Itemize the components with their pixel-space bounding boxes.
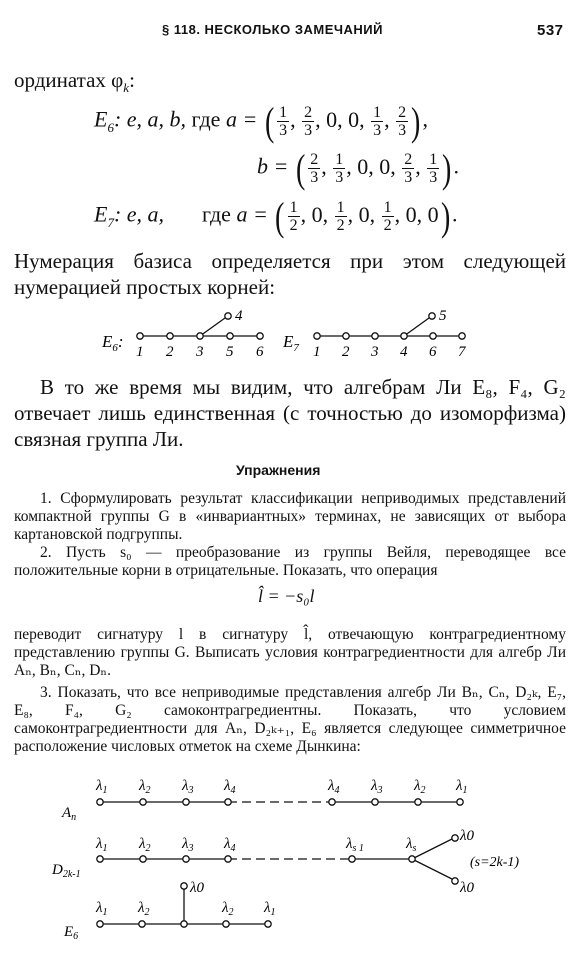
e6b-top-label: λ0: [190, 880, 204, 896]
e6-node: [227, 333, 233, 339]
an-node: [329, 799, 335, 805]
vector-entry: 0: [379, 153, 391, 179]
d-end-label-top: λ0: [460, 828, 474, 844]
intro-line: ординатах $\varphi_k$:: [14, 68, 135, 96]
d-node-label: $\lambda_2$: [139, 836, 151, 854]
e7-branch-node: [429, 313, 435, 319]
an-label: $A_n$: [62, 805, 77, 823]
d-node-label: $\lambda_1$: [96, 836, 108, 854]
exercises-title: Упражнения: [236, 462, 321, 478]
e6b-node: [97, 921, 103, 927]
d-node: [409, 856, 415, 862]
an-node: [457, 799, 463, 805]
an-node: [415, 799, 421, 805]
e7-node: [314, 333, 320, 339]
paragraph-numbering: Нумерация базиса определяется при этом следующей нумерацией простых корней:: [14, 249, 566, 299]
paragraph-lie-groups: В то же время мы видим, что алгебрам Ли E₈, F₄, G₂ отвечает лишь единственная (с точностью до изоморфизма) связная группа Ли.: [14, 375, 566, 451]
e6-node: [137, 333, 143, 339]
e7-node-label: 6: [429, 344, 437, 360]
e6b-node-label: $\lambda_1$: [264, 900, 276, 918]
e7-node: [430, 333, 436, 339]
exercise-2-part-1: 2. Пусть s₀ — преобразование из группы Вейля, переводящее все положительные корни в отрицательные. Показать, что операция: [14, 544, 566, 579]
vector-entry: 0: [427, 201, 439, 227]
vector-entry: 0: [348, 106, 360, 132]
dynkin-diagrams-symmetric: [0, 774, 580, 963]
fraction: $\frac{1}{3}$: [429, 151, 438, 186]
e7-node-label: 1: [313, 344, 321, 360]
exercise-2-part-2: переводит сигнатуру l в сигнатуру l̂, отвечающую контрагредиентному представлению группы G. Выписать условия контрагредиентности для алгебр Ли Aₙ, Bₙ, Cₙ, Dₙ.: [14, 626, 566, 679]
e6b-node-label: $\lambda_2$: [222, 900, 234, 918]
e6b-top-node: [181, 883, 187, 889]
formula-e7-a: $E_7$: e, a, где a = ( $\frac{1}{2}$ , 0, $\frac{1}{2}$ , 0, $\frac{1}{2}$ , 0, 0).: [94, 194, 458, 239]
e6-label: $E_6$:: [102, 332, 124, 354]
fraction: $\frac{1}{2}$: [383, 199, 392, 234]
d-node: [183, 856, 189, 862]
d-end-node-bottom: [452, 878, 458, 884]
e6b-node-label: $\lambda_1$: [96, 900, 108, 918]
an-node-label: $\lambda_3$: [371, 778, 383, 796]
dynkin-diagrams-e6-e7: [90, 304, 510, 366]
e7-node-label: 4: [400, 344, 408, 360]
fraction: $\frac{1}{2}$: [289, 199, 298, 234]
e7-node: [401, 333, 407, 339]
e7-node-label: 2: [342, 344, 350, 360]
d-label: $D_{2k-1}$: [52, 862, 81, 880]
e6-branch-node: [225, 313, 231, 319]
e7-node-label: 7: [458, 344, 466, 360]
an-node: [183, 799, 189, 805]
exercise-1: 1. Сформулировать результат классификации неприводимых представлений компактной группы G в «инвариантных» терминах, не зависящих от выбора картановской подгруппы.: [14, 490, 566, 543]
running-header: § 118. НЕСКОЛЬКО ЗАМЕЧАНИЙ: [162, 22, 383, 37]
d-end-node-top: [452, 835, 458, 841]
e6-node-label: 5: [226, 344, 234, 360]
e6b-label: $E_6$: [64, 924, 79, 942]
fraction: $\frac{1}{3}$: [279, 104, 288, 139]
e7-node: [459, 333, 465, 339]
an-node-label: $\lambda_4$: [328, 778, 340, 796]
an-node-label: $\lambda_4$: [224, 778, 236, 796]
e7-label: $E_7$: [283, 332, 299, 354]
an-node: [140, 799, 146, 805]
e6b-node: [181, 921, 187, 927]
e6b-node: [223, 921, 229, 927]
exercise-3: 3. Показать, что все неприводимые представления алгебр Ли Bₙ, Cₙ, D₂ₖ, E₇, E₈, F₄, G₂ самоконтрагредиентны. Показать, что условием самоконтрагредиентности для Aₙ, D₂ₖ₊₁, E₆ является следующее симметричное расположение числовых отметок на схеме Дынкина:: [14, 684, 566, 755]
e6-node-label: 2: [166, 344, 174, 360]
d-note: (s=2k-1): [470, 855, 520, 870]
fraction: $\frac{1}{3}$: [335, 151, 344, 186]
d-node-label: $\lambda_{s 1}$: [346, 836, 364, 854]
e7-node: [343, 333, 349, 339]
formula-e6-b: b = ( $\frac{2}{3}$ , $\frac{1}{3}$ , 0, 0, $\frac{2}{3}$ , $\frac{1}{3}$ ).: [257, 146, 460, 191]
an-node: [97, 799, 103, 805]
fraction: $\frac{2}{3}$: [310, 151, 319, 186]
fraction: $\frac{2}{3}$: [304, 104, 313, 139]
e6-node: [257, 333, 263, 339]
exercise-2-formula: l̂ = −s₀l: [258, 586, 315, 606]
e6-node: [197, 333, 203, 339]
e6b-node: [265, 921, 271, 927]
e6-node-label: 3: [196, 344, 204, 360]
e6-node-label: 1: [136, 344, 144, 360]
d-node-label: $\lambda_4$: [224, 836, 236, 854]
d-node: [97, 856, 103, 862]
an-node-label: $\lambda_3$: [182, 778, 194, 796]
an-node-label: $\lambda_2$: [414, 778, 426, 796]
e6b-node: [139, 921, 145, 927]
e6-branch-label: 4: [235, 308, 243, 324]
an-node-label: $\lambda_1$: [456, 778, 468, 796]
e7-node-label: 3: [371, 344, 379, 360]
fraction: $\frac{1}{3}$: [373, 104, 382, 139]
vector-entry: 0: [357, 153, 369, 179]
d-node-label: $\lambda_3$: [182, 836, 194, 854]
d-end-label-bottom: λ0: [460, 880, 474, 896]
vector-entry: 0: [405, 201, 417, 227]
formula-e6-a: $E_6$: e, a, b, где a = ( $\frac{1}{3}$ , $\frac{2}{3}$ , 0, 0, $\frac{1}{3}$ , $\frac{2}{3}$ ),: [94, 99, 428, 144]
d-node: [349, 856, 355, 862]
vector-entry: 0: [326, 106, 338, 132]
d-node: [140, 856, 146, 862]
e6-node-label: 6: [256, 344, 264, 360]
d-node-label: $\lambda_s$: [406, 836, 417, 854]
fraction: $\frac{1}{2}$: [336, 199, 345, 234]
an-node: [225, 799, 231, 805]
fraction: $\frac{2}{3}$: [398, 104, 407, 139]
e7-branch-label: 5: [439, 308, 447, 324]
e7-node: [372, 333, 378, 339]
vector-entry: 0: [311, 201, 323, 227]
an-node-label: $\lambda_1$: [96, 778, 108, 796]
e6-node: [167, 333, 173, 339]
d-node: [225, 856, 231, 862]
an-node: [372, 799, 378, 805]
an-node-label: $\lambda_2$: [139, 778, 151, 796]
vector-entry: 0: [358, 201, 370, 227]
e6b-node-label: $\lambda_2$: [138, 900, 150, 918]
fraction: $\frac{2}{3}$: [404, 151, 413, 186]
page-number: 537: [537, 22, 564, 39]
